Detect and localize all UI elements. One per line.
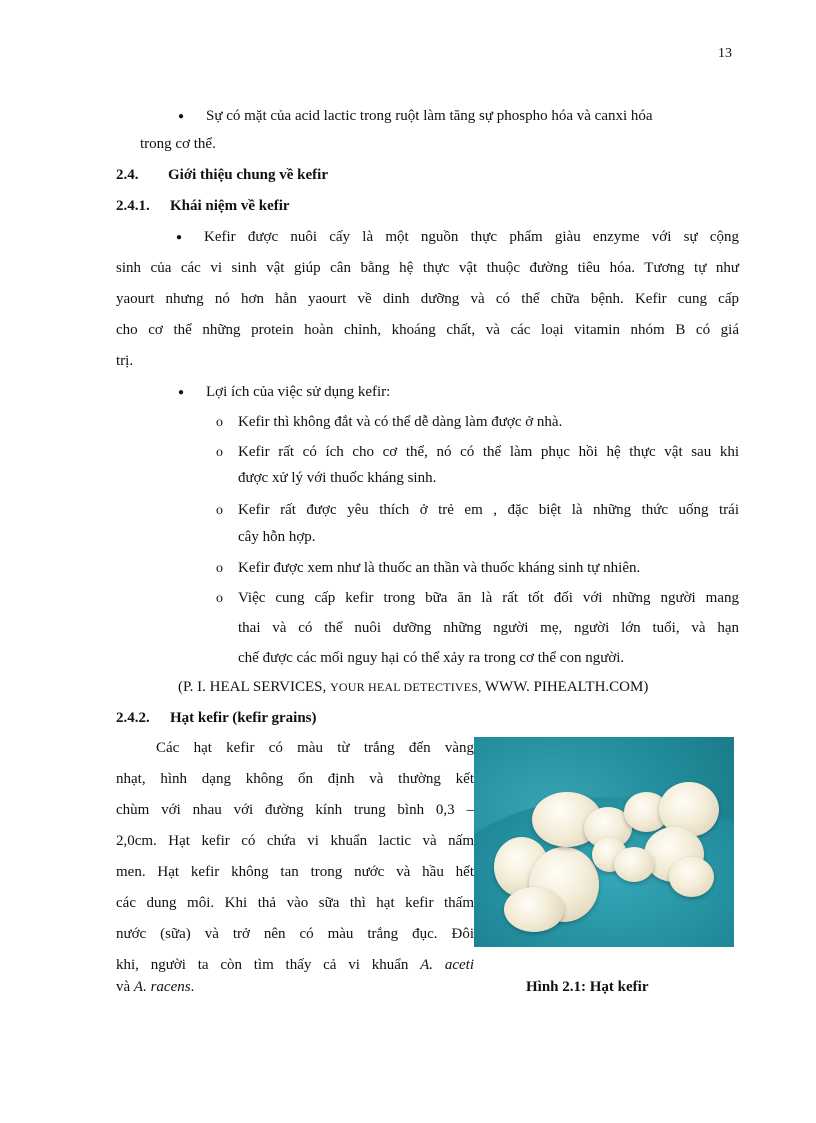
- citation-part2: YOUR HEAL DETECTIVES,: [330, 680, 482, 694]
- benefits-heading-text: Lợi ích của việc sử dụng kefir:: [206, 384, 391, 400]
- grains-line2: nhạt, hình dạng không ổn định và thường kết: [116, 771, 474, 787]
- concept-line5: trị.: [116, 353, 134, 369]
- circle-bullet-icon: o: [216, 415, 223, 430]
- figure-caption: Hình 2.1: Hạt kefir: [526, 979, 649, 995]
- concept-line2: sinh của các vi sinh vật giúp cân bằng hệ thực vật thuộc đường tiêu hóa. Tương tự như: [116, 260, 739, 276]
- benefit-text: Kefir rất có ích cho cơ thể, nó có thể làm phục hồi hệ thực vật sau khi: [238, 444, 739, 460]
- kefir-grains-photo: [474, 737, 734, 947]
- concept-text: Kefir được nuôi cấy là một nguồn thực phẩm giàu enzyme với sự cộng: [204, 229, 739, 245]
- concept-line4: cho cơ thể những protein hoàn chỉnh, khoáng chất, và các loại vitamin nhóm B có giá: [116, 322, 739, 338]
- benefit-item-4: [216, 558, 640, 579]
- grains-line5: men. Hạt kefir không tan trong nước và hầu hết: [116, 864, 474, 880]
- grains-text: khi, người ta còn tìm thấy cả vi khuẩn: [116, 957, 421, 973]
- benefit-item-3: [216, 500, 739, 521]
- benefit-item-5-line3: chế được các mối nguy hại có thể xảy ra trong cơ thể con người.: [238, 650, 625, 666]
- grains-line7: nước (sữa) và trở nên có màu trắng đục. Đôi: [116, 926, 474, 942]
- benefit-text: Kefir được xem như là thuốc an thần và thuốc kháng sinh tự nhiên.: [238, 560, 641, 576]
- citation-part1: (P. I. HEAL SERVICES,: [178, 679, 330, 695]
- grains-line4: 2,0cm. Hạt kefir có chứa vi khuẩn lactic và nấm: [116, 833, 474, 849]
- grains-line1: Các hạt kefir có màu từ trắng đến vàng: [156, 740, 474, 756]
- grains-text: và: [116, 979, 134, 995]
- grains-line8: [116, 955, 474, 975]
- bullet-icon: ●: [178, 111, 185, 122]
- citation: [178, 677, 648, 697]
- circle-bullet-icon: o: [216, 591, 223, 606]
- circle-bullet-icon: o: [216, 561, 223, 576]
- page-number: 13: [718, 46, 732, 61]
- grain-shape: [504, 887, 564, 932]
- citation-part3: WWW. PIHEALTH.COM): [481, 679, 649, 695]
- concept-line1: [176, 227, 739, 248]
- bullet-icon: ●: [176, 232, 183, 243]
- section-title: Hạt kefir (kefir grains): [170, 710, 317, 726]
- benefit-item-2: [216, 442, 739, 463]
- grain-shape: [669, 857, 714, 897]
- section-title: Giới thiệu chung về kefir: [168, 167, 328, 183]
- section-2-4-heading: [116, 165, 328, 185]
- intro-bullet-line1: [178, 106, 653, 127]
- species-name: A. racens: [133, 979, 191, 995]
- grains-text: .: [190, 979, 195, 995]
- intro-bullet-text: Sự có mặt của acid lactic trong ruột làm tăng sự phospho hóa và canxi hóa: [206, 108, 653, 124]
- benefit-item-2-line2: được xử lý với thuốc kháng sinh.: [238, 470, 437, 486]
- benefit-item-5-line2: thai và có thể nuôi dưỡng những người mẹ, người lớn tuổi, và hạn: [238, 620, 739, 636]
- benefit-text: Kefir rất được yêu thích ở trẻ em , đặc biệt là những thức uống trái: [238, 502, 739, 518]
- benefit-text: Kefir thì không đắt và có thể dễ dàng làm được ở nhà.: [238, 414, 563, 430]
- section-number: 2.4.: [116, 167, 139, 183]
- benefit-item-3-line2: cây hỗn hợp.: [238, 529, 316, 545]
- section-2-4-1-heading: [116, 196, 290, 216]
- species-name: A. aceti: [420, 957, 474, 973]
- benefit-item-1: [216, 412, 562, 433]
- circle-bullet-icon: o: [216, 503, 223, 518]
- concept-line3: yaourt nhưng nó hơn hẳn yaourt về dinh dưỡng và có thể chữa bệnh. Kefir cung cấp: [116, 291, 739, 307]
- section-2-4-2-heading: [116, 708, 317, 728]
- circle-bullet-icon: o: [216, 445, 223, 460]
- intro-bullet-line2: trong cơ thể.: [140, 136, 216, 152]
- section-number: 2.4.2.: [116, 710, 150, 726]
- grains-line6: các dung môi. Khi thả vào sữa thì hạt kefir thấm: [116, 895, 474, 911]
- section-number: 2.4.1.: [116, 198, 150, 214]
- grains-line3: chùm với nhau với đường kính trung bình 0,3 –: [116, 802, 474, 818]
- section-title: Khái niệm về kefir: [170, 198, 290, 214]
- bullet-icon: ●: [178, 387, 185, 398]
- benefit-text: Việc cung cấp kefir trong bữa ăn là rất tốt đối với những người mang: [238, 590, 739, 606]
- benefits-heading: [178, 382, 390, 403]
- benefit-item-5: [216, 588, 739, 609]
- grains-line9: [116, 977, 194, 997]
- grain-shape: [614, 847, 654, 882]
